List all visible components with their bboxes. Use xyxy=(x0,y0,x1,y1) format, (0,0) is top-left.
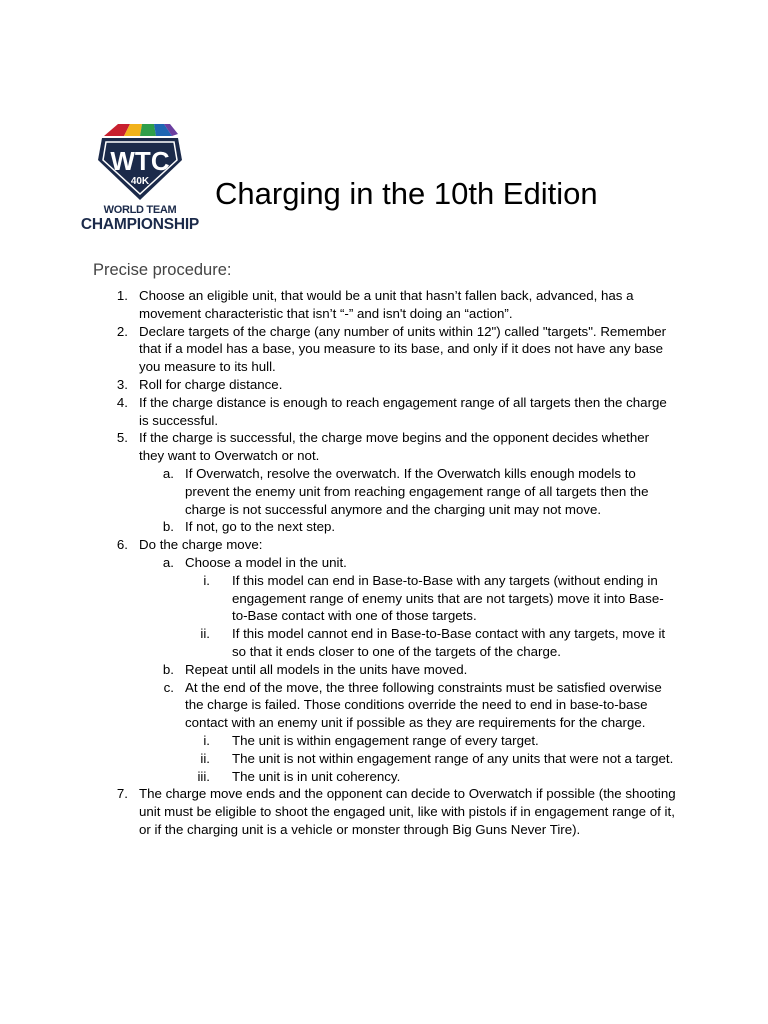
wtc-badge-subtext: 40K xyxy=(130,176,150,187)
list-item-text: The unit is in unit coherency. xyxy=(232,768,401,784)
list-marker: iii. xyxy=(197,768,210,784)
list-marker: i. xyxy=(203,732,210,748)
list-item-text: If Overwatch, resolve the overwatch. If the Overwatch kills enough models to prevent the enemy unit from reaching engagement range of all targets then the charge is not successful anymore and the charging unit may not move. xyxy=(185,465,649,517)
list-item-text: At the end of the move, the three following constraints must be satisfied overwise the charge is failed. Those conditions override the need to end in base-to-base contact with an enemy unit if possible as they are requirements for the charge. xyxy=(185,679,662,731)
list-item xyxy=(0,785,768,838)
logo-text-championship: CHAMPIONSHIP xyxy=(80,216,200,233)
wtc-badge-text: WTC xyxy=(110,146,170,176)
wtc-badge-icon xyxy=(94,120,186,204)
list-marker: 7. xyxy=(116,786,128,802)
list-item-text: Declare targets of the charge (any number of units within 12") called "targets". Remember that if a model has a base, you measure to its base, and only if it does not have any base you measure to its hull. xyxy=(139,323,667,375)
list-item xyxy=(0,287,768,323)
logo-text-world-team: WORLD TEAM xyxy=(103,204,177,216)
list-item-text: The charge move ends and the opponent can decide to Overwatch if possible (the shooting unit must be eligible to shoot the engaged unit, like with pistols if in engagement range of it, or if the charging unit is a vehicle or monster through Big Guns Never Tire). xyxy=(139,786,676,837)
wtc-logo xyxy=(72,120,208,236)
list-marker: 6. xyxy=(116,537,128,553)
list-item xyxy=(0,661,768,679)
list-item xyxy=(0,750,768,768)
list-item-text: If the charge distance is enough to reach engagement range of all targets then the charge is successful. xyxy=(139,394,667,428)
list-item-text: The unit is not within engagement range of any units that were not a target. xyxy=(232,750,674,766)
list-item-text: Choose an eligible unit, that would be a unit that hasn’t fallen back, advanced, has a movement characteristic that isn’t “-” and isn't doing an “action”. xyxy=(139,288,634,321)
list-marker: a. xyxy=(162,465,174,481)
list-item-text: Roll for charge distance. xyxy=(139,376,283,392)
procedure-list xyxy=(0,287,768,839)
list-item xyxy=(0,625,768,661)
list-item-text: Repeat until all models in the units have moved. xyxy=(185,661,468,677)
list-marker: 2. xyxy=(116,323,128,339)
list-item xyxy=(0,768,768,786)
list-item-text: The unit is within engagement range of every target. xyxy=(232,732,539,748)
list-item xyxy=(0,518,768,536)
list-item-text: If this model can end in Base-to-Base with any targets (without ending in engagement range of enemy units that are not targets) move it into Base-to-Base contact with one of those targets. xyxy=(232,572,664,624)
list-item xyxy=(0,536,768,554)
list-item xyxy=(0,376,768,394)
list-item xyxy=(0,394,768,430)
list-marker: i. xyxy=(203,572,210,588)
list-item-text: If not, go to the next step. xyxy=(185,519,336,535)
list-item xyxy=(0,429,768,465)
list-marker: ii. xyxy=(200,750,210,766)
list-item-text: If the charge is successful, the charge move begins and the opponent decides whether they want to Overwatch or not. xyxy=(139,430,650,464)
list-marker: 3. xyxy=(116,376,128,392)
list-item xyxy=(0,554,768,572)
list-item xyxy=(0,323,768,376)
list-item-text: If this model cannot end in Base-to-Base contact with any targets, move it so that it ends closer to one of the targets of the charge. xyxy=(232,626,666,659)
list-marker: b. xyxy=(162,661,174,677)
document-title: Charging in the 10th Edition xyxy=(215,176,598,211)
list-marker: b. xyxy=(162,519,174,535)
list-marker: a. xyxy=(162,554,174,570)
list-item xyxy=(0,679,768,732)
list-marker: ii. xyxy=(200,626,210,642)
list-item-text: Choose a model in the unit. xyxy=(185,554,347,570)
list-marker: 5. xyxy=(116,430,128,446)
list-marker: 4. xyxy=(116,394,128,410)
list-marker: c. xyxy=(163,679,174,695)
list-item xyxy=(0,572,768,625)
list-marker: 1. xyxy=(116,288,128,303)
list-item xyxy=(0,465,768,518)
list-item-text: Do the charge move: xyxy=(139,537,263,553)
list-item xyxy=(0,732,768,750)
section-subtitle: Precise procedure: xyxy=(93,261,232,279)
